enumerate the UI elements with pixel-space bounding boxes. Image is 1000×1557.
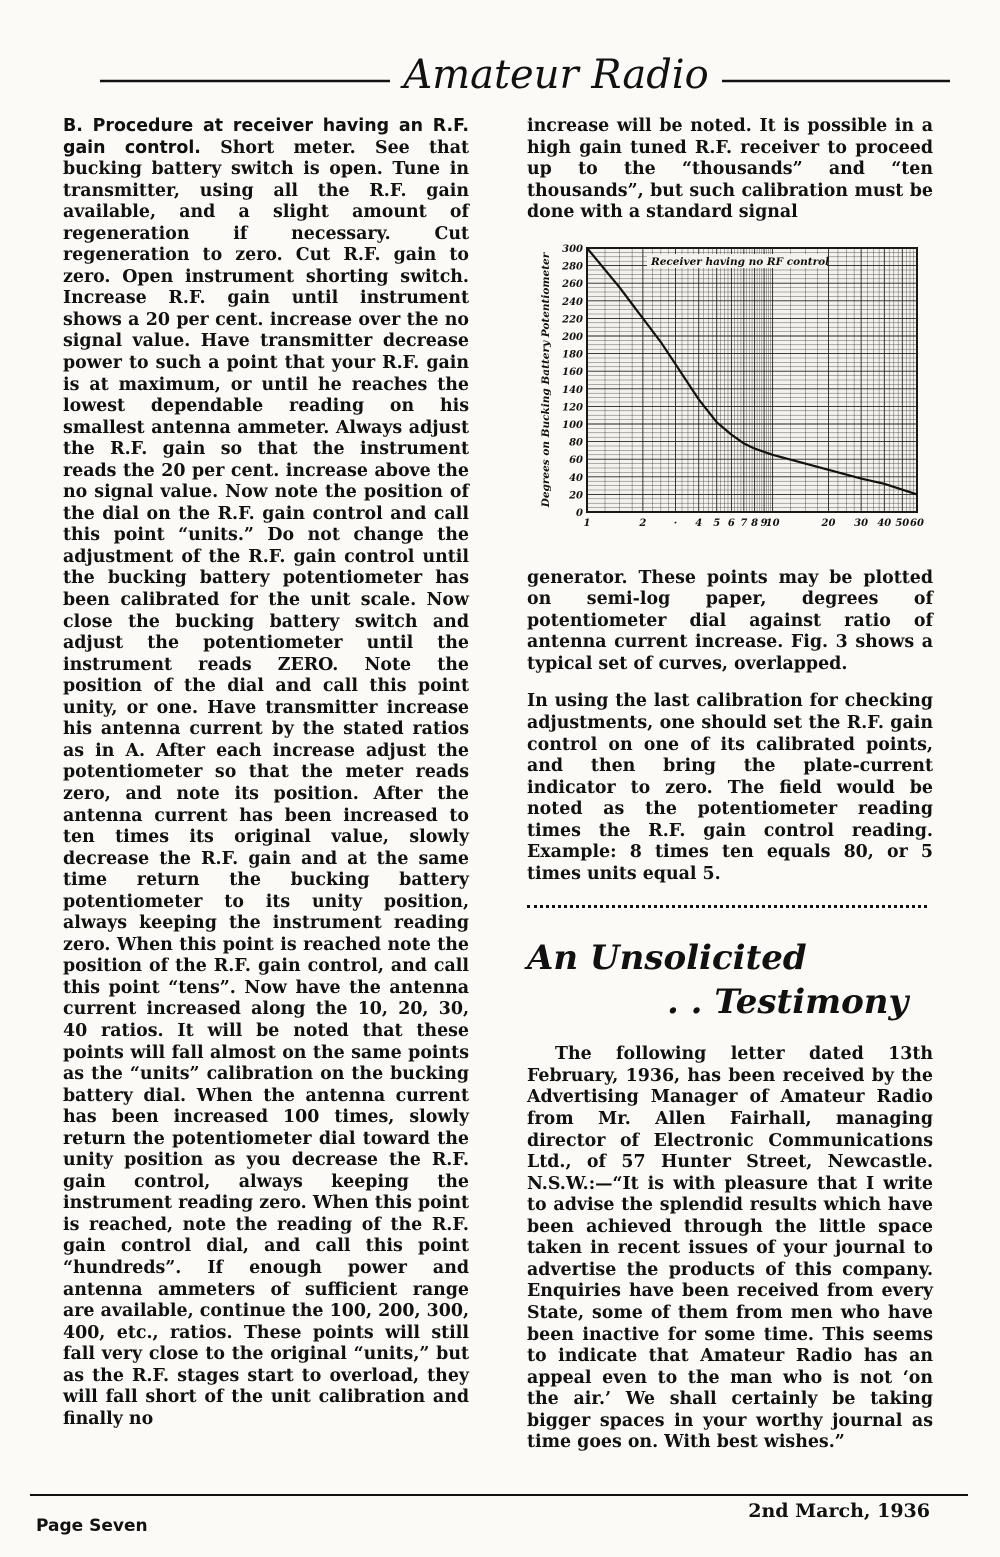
headline-line-1: An Unsolicited — [527, 938, 807, 979]
section-divider — [527, 905, 927, 908]
x-tick-label: 20 — [821, 517, 836, 529]
x-tick-label: 10 — [765, 517, 780, 529]
semi-log-paragraph: generator. These points may be plotted on semi-log paper, degrees of potentiometer dial against ratio of antenna current increase. Fig. 3 shows a typical set of curves, overlapped. — [527, 567, 933, 674]
calibration-chart-svg — [527, 242, 933, 560]
x-tick-label: 50 — [895, 517, 910, 529]
y-tick-label: 200 — [562, 331, 583, 343]
masthead-title: Amateur Radio — [390, 52, 722, 98]
y-tick-label: 100 — [562, 419, 583, 431]
y-tick-label: 60 — [569, 454, 583, 466]
x-tick-label: 40 — [877, 517, 892, 529]
y-axis-label: Degrees on Bucking Battery Potentiometer — [540, 252, 552, 507]
page-number: Page Seven — [36, 1516, 148, 1536]
y-tick-label: 280 — [562, 261, 583, 273]
y-tick-label: 260 — [562, 278, 583, 290]
left-column — [63, 116, 469, 1430]
x-tick-label: 8 — [751, 517, 759, 529]
testimony-headline — [527, 938, 933, 1022]
y-tick-label: 20 — [569, 490, 583, 502]
x-tick-label: 7 — [740, 517, 748, 529]
legend-label: Receiver having no RF control — [651, 255, 830, 268]
y-tick-label: 180 — [562, 349, 583, 361]
x-tick-label: 60 — [910, 517, 924, 529]
footer-rule — [30, 1494, 968, 1496]
y-tick-label: 240 — [562, 296, 583, 308]
y-tick-label: 220 — [562, 314, 583, 326]
x-tick-label: 30 — [854, 517, 869, 529]
y-tick-label: 300 — [562, 243, 583, 255]
x-tick-label: 9 — [760, 517, 768, 529]
calibration-paragraph: In using the last calibration for checking adjustments, one should set the R.F. gain control on one of its calibrated points, and then bring the plate-current indicator to zero. The field would be noted as the potentiometer reading times the R.F. gain control reading. Example: 8 times ten equals 80, or 5 times units equal 5. — [527, 691, 933, 884]
procedure-paragraph — [63, 116, 469, 1430]
y-tick-label: 140 — [562, 384, 583, 396]
calibration-chart — [527, 242, 933, 560]
x-tick-label: 2 — [639, 517, 647, 529]
y-tick-label: 80 — [569, 437, 583, 449]
headline-line-2: . . Testimony — [667, 982, 909, 1023]
right-column — [527, 116, 933, 1454]
x-tick-label: 1 — [583, 517, 591, 529]
x-tick-label: 5 — [713, 517, 721, 529]
y-tick-label: 0 — [576, 507, 583, 519]
y-tick-label: 120 — [562, 402, 583, 414]
masthead — [100, 50, 950, 110]
x-tick-label: · — [673, 517, 678, 529]
procedure-body: Short meter. See that bucking battery switch is open. Tune in transmitter, using all the R.F. gain available, and a slight amount of regeneration if necessary. Cut regeneration to zero. Cut R.F. gain to zero. Open instrument shorting switch. Increase R.F. gain until instrument shows a 20 per cent. increase over the no signal value. Have transmitter decrease power to such a point that your R.F. gain is at maximum, or until he reaches the lowest dependable reading on his smallest antenna ammeter. Always adjust the R.F. gain so that the instrument reads the 20 per cent. increase above the no signal value. Now note the position of the dial on the R.F. gain control and call this point “units.” Do not change the adjustment of the R.F. gain control until the bucking battery potentiometer has been calibrated for the unit scale. Now close the bucking battery switch and adjust the potentiometer until the instrument reads ZERO. Note the position of the dial and call this point unity, or one. Have transmitter increase his antenna current by the stated ratios as in A. After each increase adjust the potentiometer so that the meter reads zero, and note its position. After the antenna current has been increased to ten times its original value, slowly decrease the R.F. gain and at the same time return the bucking battery potentiometer to its unity position, always keeping the instrument reading zero. When this point is reached note the position of the R.F. gain control, and call this point “tens”. Now have the antenna current increased along the 10, 20, 30, 40 ratios. It will be noted that these points will fall almost on the same points as the “units” calibration on the bucking battery dial. When the antenna current has been increased 100 times, slowly return the potentiometer dial toward the unity position as you decrease the R.F. gain control, always keeping the instrument reading zero. When this point is reached, note the reading of the R.F. gain control dial, and call this point “hundreds”. If enough power and antenna ammeters of sufficient range are available, continue the 100, 200, 300, 400, etc., ratios. These points will still fall very close to the original “units,” but as the R.F. stages start to overload, they will fall short of the unit calibration and finally no — [63, 137, 470, 1429]
y-tick-label: 160 — [562, 366, 583, 378]
x-tick-label: 4 — [695, 517, 703, 529]
procedure-heading: B. Procedure at receiver having an R.F. gain control. — [63, 116, 469, 158]
y-tick-label: 40 — [569, 472, 583, 484]
continued-paragraph: increase will be noted. It is possible in a high gain tuned R.F. receiver to proceed up to the “thousands” and “ten thousands”, but such calibration must be done with a standard signal — [527, 116, 933, 223]
issue-date: 2nd March, 1936 — [748, 1500, 930, 1522]
x-tick-label: 6 — [727, 517, 735, 529]
testimony-letter: The following letter dated 13th February, 1936, has been received by the Advertising Manager of Amateur Radio from Mr. Allen Fairhall, managing director of Electronic Communications Ltd., of 57 Hunter Street, Newcastle. N.S.W.:—“It is with pleasure that I write to advise the splendid results which have been achieved through the little space taken in recent issues of your journal to advertise the products of this company. Enquiries have been received from every State, some of them from men who have been inactive for some time. This seems to indicate that Amateur Radio has an appeal even to the man who is not ‘on the air.’ We shall certainly be taking bigger spaces in your worthy journal as time goes on. With best wishes.” — [527, 1044, 933, 1453]
